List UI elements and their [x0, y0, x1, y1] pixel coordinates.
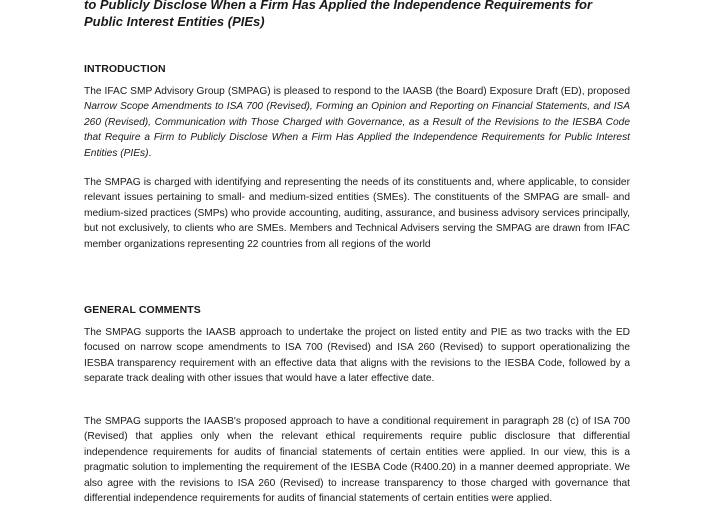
general-comments-paragraph-1: The SMPAG supports the IAASB approach to undertake the project on listed entity and PIE as two tracks with the ED focused on narrow scope amendments to ISA 700 (Revised) and ISA 260 (Revised) to support operationalizing the IESBA transparency requirement with an effective data that aligns with the revisions to the IESBA Code, followed by a separate track dealing with other issues that would have a later effective date. — [84, 327, 630, 385]
introduction-paragraph-2: The SMPAG is charged with identifying and representing the needs of its constituents and, where applicable, to consider relevant issues pertaining to small- and medium-sized entities (SMEs). The constituents of the SMPAG are small- and medium-sized practices (SMPs) who provide accounting, auditing, assurance, and business advisory services principally, but not exclusively, to clients who are SMEs. Members and Technical Advisers serving the SMPAG are drawn from IFAC member organizations representing 22 countries from all regions of the world — [84, 177, 630, 250]
general-comments-paragraph-2: The SMPAG supports the IAASB's proposed approach to have a conditional requirement in paragraph 28 (c) of ISA 700 (Revised) that applies only when the relevant ethical requirements require public disclosure that differential independence requirements for audits of financial statements of certain entities were applied. In our view, this is a pragmatic solution to implementing the requirement of the IESBA Code (R400.20) in a manner deemed appropriate. We also agree with the revisions to ISA 260 (Revised) to increase transparency to those charged with governance that differential independence requirements for audits of financial statements of certain entities were applied. — [84, 416, 630, 505]
title-line-2: Public Interest Entities (PIEs) — [84, 14, 265, 29]
intro-p1-tail: . — [148, 147, 152, 159]
document-title — [84, 0, 654, 30]
title-line-1: to Publicly Disclose When a Firm Has Applied the Independence Requirements for — [84, 0, 593, 12]
introduction-paragraph-1 — [84, 84, 630, 161]
intro-p1-italic-title: Narrow Scope Amendments to ISA 700 (Revised), Forming an Opinion and Reporting on Financial Statements, and ISA 260 (Revised), Communication with Those Charged with Governance, as a Result of the Revisions to the IESBA Code that Require a Firm to Publicly Disclose When a Firm Has Applied the Independence Requirements for Public Interest Entities (PIEs) — [84, 101, 630, 159]
general-comments-heading: GENERAL COMMENTS — [84, 304, 201, 316]
introduction-heading: INTRODUCTION — [84, 63, 166, 75]
intro-p1-lead: The IFAC SMP Advisory Group (SMPAG) is pleased to respond to the IAASB (the Board) Exposure Draft (ED), proposed — [84, 86, 630, 97]
